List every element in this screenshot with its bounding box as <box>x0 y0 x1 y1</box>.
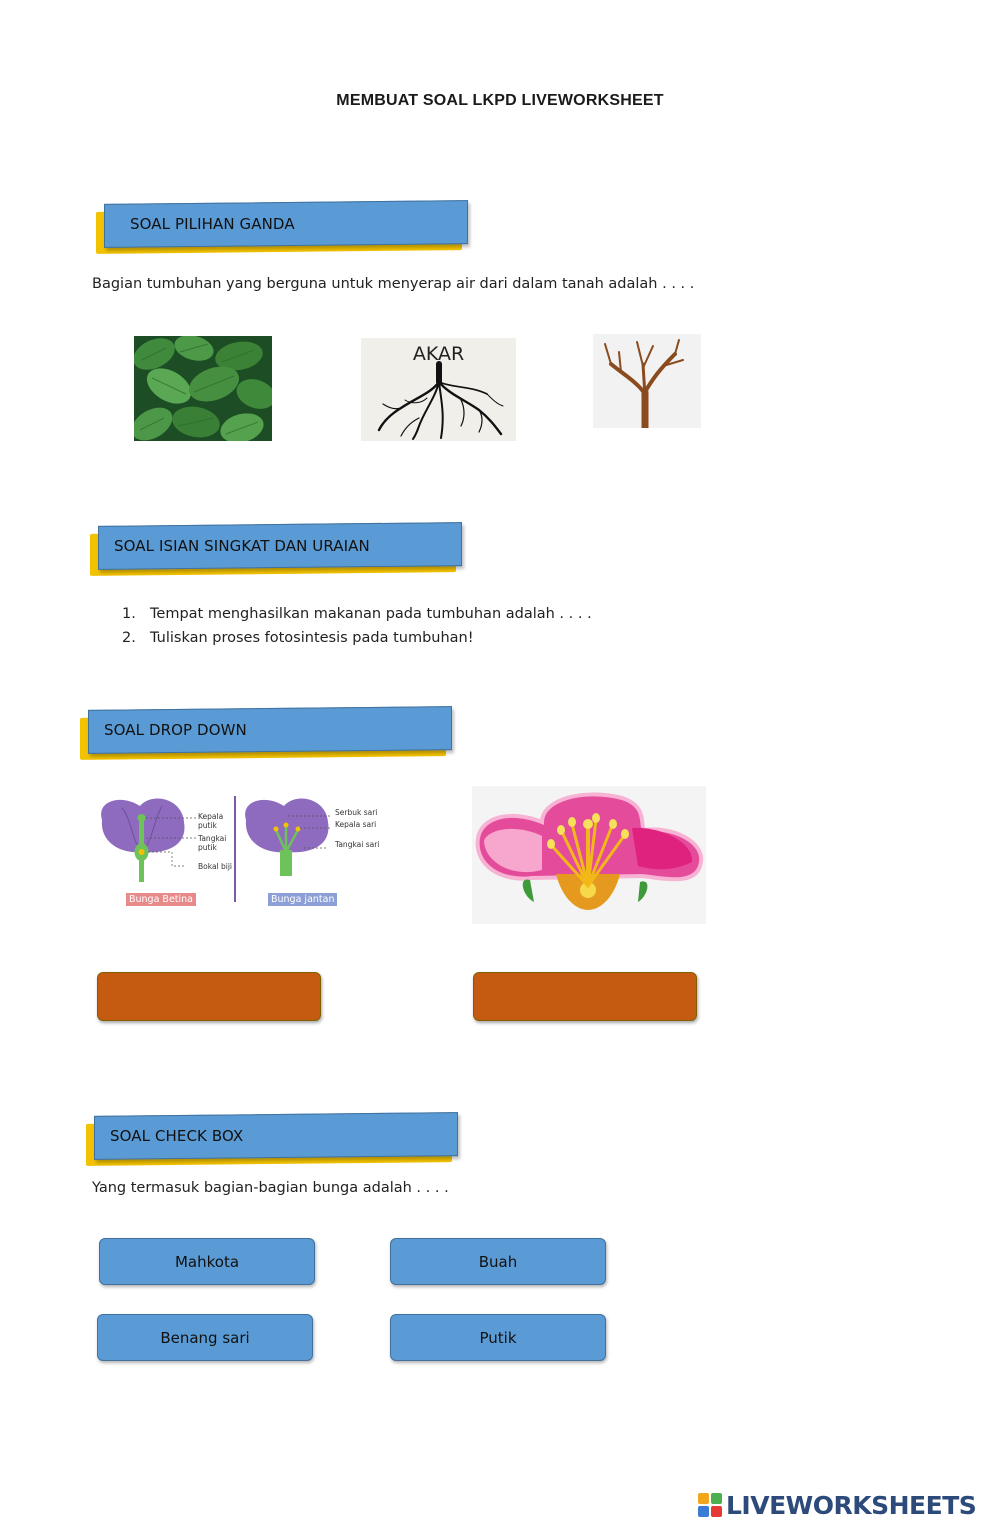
root-image[interactable] <box>361 338 516 441</box>
checkbox-option-buah[interactable] <box>390 1238 606 1285</box>
checkbox-option-benang-sari[interactable] <box>97 1314 313 1361</box>
diagram-label: Serbuk sari <box>335 808 378 817</box>
diagram-label: Kepala putik <box>198 812 224 830</box>
stem-image[interactable] <box>593 334 701 428</box>
section-banner-drop-down <box>80 708 452 752</box>
diagram-label: Bokal biji <box>198 862 233 871</box>
section-banner-check-box <box>86 1114 458 1158</box>
section-banner-label: SOAL DROP DOWN <box>104 721 247 739</box>
option-label: Buah <box>478 1252 518 1271</box>
section-banner-label: SOAL ISIAN SINGKAT DAN URAIAN <box>114 537 370 555</box>
list-item-number: 1. <box>122 606 136 622</box>
flower-diagram-image <box>92 790 382 910</box>
dropdown-answer-2[interactable] <box>473 972 697 1021</box>
diagram-label: Tangkai putik <box>198 834 227 852</box>
list-item-number: 2. <box>122 630 136 646</box>
section-banner-label: SOAL CHECK BOX <box>110 1127 244 1145</box>
list-item <box>122 630 474 646</box>
flower-cross-section-image <box>472 786 706 924</box>
liveworksheets-logo-icon <box>698 1493 722 1517</box>
male-flower-caption: Bunga jantan <box>268 893 337 906</box>
leaves-image[interactable] <box>134 336 272 441</box>
section-banner-multiple-choice <box>96 202 468 246</box>
list-item-text: Tuliskan proses fotosintesis pada tumbuhan! <box>150 630 474 646</box>
option-label: Mahkota <box>174 1252 240 1271</box>
list-item-text: Tempat menghasilkan makanan pada tumbuhan adalah . . . . <box>150 606 592 622</box>
female-flower-caption: Bunga Betina <box>126 893 196 906</box>
dropdown-answer-1[interactable] <box>97 972 321 1021</box>
diagram-label: Tangkai sari <box>335 840 380 849</box>
question-text: Yang termasuk bagian-bagian bunga adalah . . . . <box>92 1180 449 1196</box>
option-label: Putik <box>479 1328 517 1347</box>
section-banner-label: SOAL PILIHAN GANDA <box>130 215 295 233</box>
page-title: MEMBUAT SOAL LKPD LIVEWORKSHEET <box>336 92 664 109</box>
option-label: Benang sari <box>160 1328 250 1347</box>
liveworksheets-brand <box>698 1488 976 1522</box>
brand-text: LIVEWORKSHEETS <box>726 1490 977 1520</box>
section-banner-short-answer <box>90 524 462 568</box>
question-text: Bagian tumbuhan yang berguna untuk menyerap air dari dalam tanah adalah . . . . <box>92 276 695 292</box>
diagram-label: Kepala sari <box>335 820 377 829</box>
list-item <box>122 606 592 622</box>
checkbox-option-mahkota[interactable] <box>99 1238 315 1285</box>
checkbox-option-putik[interactable] <box>390 1314 606 1361</box>
root-image-label: AKAR <box>412 343 465 365</box>
